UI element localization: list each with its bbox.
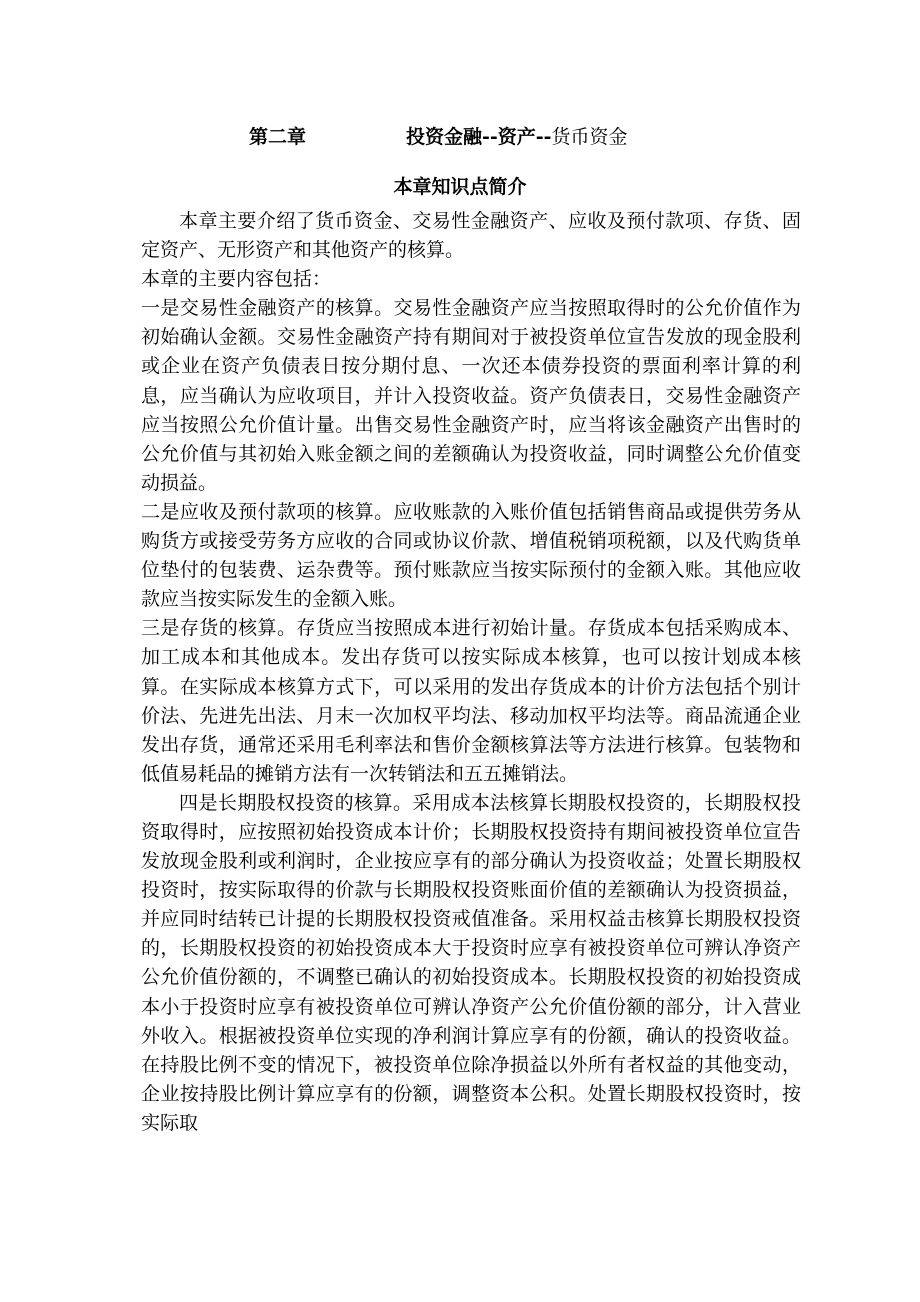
chapter-name-regular: 货币资金 [551,126,628,148]
paragraph-intro: 本章主要介绍了货币资金、交易性金融资产、应收及预付款项、存货、固定资产、无形资产和其他资产的核算。 [141,210,801,262]
paragraph-inventory: 三是存货的核算。存货应当按照成本进行初始计量。存货成本包括采购成本、加工成本和其他成本。发出存货可以按实际成本核算，也可以按计划成本核算。在实际成本核算方式下，可以采用的发出存货成本的计价方法包括个别计价法、先进先出法、月末一次加权平均法、移动加权平均法等。商品流通企业发出存货，通常还采用毛利率法和售价金额核算法等方法进行核算。包装物和低值易耗品的摊销方法有一次转销法和五五摊销法。 [141,617,801,785]
chapter-name-bold: 投资金融--资产-- [406,126,552,148]
body-text [141,207,801,1138]
chapter-title [0,121,920,153]
paragraph-contents-lead: 本章的主要内容包括： [141,268,332,291]
chapter-name [406,121,628,153]
paragraph-receivables-prepayments: 二是应收及预付款项的核算。应收账款的入账价值包括销售商品或提供劳务从购货方或接受劳务方应收的合同或协议价款、增值税销项税额，以及代购货单位垫付的包装费、运杂费等。预付账款应当按实际预付的金额入账。其他应收款应当按实际发生的金额入账。 [141,500,801,611]
paragraph-long-term-equity: 四是长期股权投资的核算。采用成本法核算长期股权投资的，长期股权投资取得时，应按照初始投资成本计价；长期股权投资持有期间被投资单位宣告发放现金股利或利润时，企业按应享有的部分确认为投资收益；处置长期股权投资时，按实际取得的价款与长期股权投资账面价值的差额确认为投资损益，并应同时结转已计提的长期股权投资戒值准备。采用权益击核算长期股权投资的，长期股权投资的初始投资成本大于投资时应享有被投资单位可辨认净资产公允价值份额的，不调整已确认的初始投资成本。长期股权投资的初始投资成本小于投资时应享有被投资单位可辨认净资产公允价值份额的部分，计入营业外收入。根据被投资单位实现的净利润计算应享有的份额，确认的投资收益。在持股比例不变的情况下，被投资单位除净损益以外所有者权益的其他变动，企业按持股比例计算应享有的份额，调整资本公积。处置长期股权投资时，按实际取 [141,791,801,1134]
chapter-number: 第二章 [249,126,307,148]
section-title: 本章知识点简介 [393,176,527,198]
paragraph-trading-financial-assets: 一是交易性金融资产的核算。交易性金融资产应当按照取得时的公允价值作为初始确认金额。交易性金融资产持有期间对于被投资单位宣告发放的现金股利或企业在资产负债表日按分期付息、一次还本债券投资的票面利率计算的利息，应当确认为应收项目，并计入投资收益。资产负债表日，交易性金融资产应当按照公允价值计量。出售交易性金融资产时，应当将该金融资产出售时的公允价值与其初始入账金额之间的差额确认为投资收益，同时调整公允价值变动损益。 [141,297,801,494]
